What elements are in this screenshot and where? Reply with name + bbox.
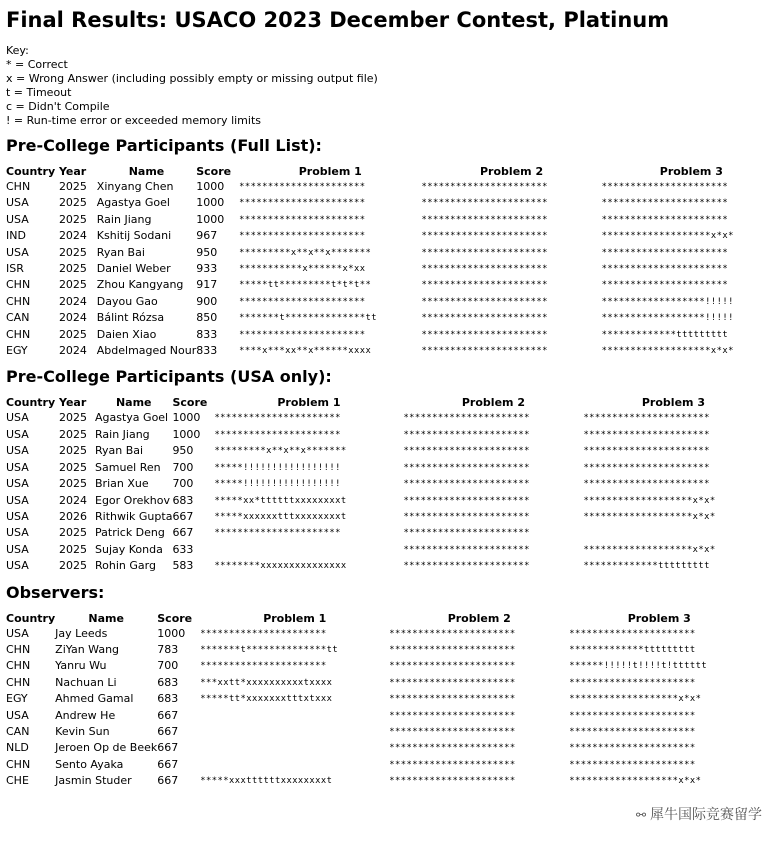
- cell-country: USA: [6, 708, 29, 722]
- cell-name: Rohin Garg: [95, 559, 156, 573]
- column-header-score: Score: [196, 165, 232, 178]
- problem-result-cell: *********x**x**x*******: [239, 247, 372, 258]
- problem-result-cell: ***xxtt*xxxxxxxxxxtxxxx: [200, 677, 333, 688]
- problem-result-cell: **********************: [239, 329, 366, 340]
- cell-country: CHN: [6, 642, 31, 656]
- problem-result-cell: [200, 724, 389, 740]
- problem-result-cell: **********************: [403, 479, 530, 490]
- table-row: [6, 245, 781, 261]
- table-header-row: [6, 395, 763, 410]
- key-line: t = Timeout: [6, 86, 72, 99]
- results-table-full-list: [6, 164, 781, 359]
- cell-country: ISR: [6, 262, 24, 276]
- watermark-text: 犀牛国际竞赛留学: [650, 807, 762, 823]
- problem-result-cell: **********************: [389, 677, 516, 688]
- cell-name: Ryan Bai: [95, 444, 144, 458]
- problem-result-cell: *************ttttttttt: [583, 561, 710, 572]
- column-header-problem-3: Problem 3: [659, 165, 723, 178]
- problem-result-cell: **********************: [389, 743, 516, 754]
- problem-result-cell: **********************: [403, 413, 530, 424]
- problem-result-cell: **********************: [403, 528, 530, 539]
- column-header-year: Year: [58, 165, 87, 178]
- problem-result-cell: **********************: [583, 446, 710, 457]
- cell-year: 2025: [58, 180, 87, 193]
- problem-result-cell: **********************: [601, 214, 729, 225]
- table-row: [6, 558, 763, 574]
- problem-result-cell: *****xx*ttttttxxxxxxxxt: [214, 495, 347, 506]
- cell-year: 2024: [58, 344, 87, 358]
- cell-country: EGY: [6, 344, 28, 358]
- problem-result-cell: **********************: [421, 346, 548, 357]
- cell-name: Rithwik Gupta: [95, 509, 173, 523]
- cell-name: Sujay Konda: [95, 542, 163, 556]
- cell-score: 783: [157, 642, 179, 656]
- results-table-observers: [6, 611, 749, 790]
- cell-year: 2026: [59, 509, 87, 523]
- cell-name: Daien Xiao: [96, 327, 157, 341]
- table-row: [6, 509, 763, 525]
- cell-country: EGY: [6, 692, 28, 706]
- cell-score: 833: [196, 344, 218, 358]
- column-header-country: Country: [6, 611, 56, 625]
- cell-country: USA: [6, 509, 29, 523]
- problem-result-cell: ******************!!!!!: [601, 313, 734, 324]
- column-header-problem-1: Problem 1: [298, 165, 362, 178]
- cell-score: 1000: [157, 626, 186, 640]
- problem-result-cell: **********************: [403, 495, 530, 506]
- problem-result-cell: **********************: [583, 479, 710, 490]
- problem-result-cell: **********************: [569, 677, 696, 688]
- problem-result-cell: *******************x*x*: [601, 231, 734, 242]
- cell-name: Kevin Sun: [55, 724, 110, 738]
- table-row: [6, 476, 763, 492]
- cell-year: 2025: [58, 262, 87, 276]
- cell-country: USA: [6, 427, 29, 441]
- problem-result-cell: [200, 708, 389, 724]
- cell-name: Nachuan Li: [55, 675, 117, 689]
- problem-result-cell: **********************: [569, 628, 696, 639]
- problem-result-cell: **********************: [389, 759, 516, 770]
- cell-score: 683: [157, 692, 179, 706]
- table-row: [6, 410, 763, 426]
- column-header-problem-3: Problem 3: [627, 611, 691, 625]
- problem-result-cell: **********************: [200, 628, 327, 639]
- problem-result-cell: **********************: [389, 644, 516, 655]
- cell-score: 667: [157, 708, 179, 722]
- section-heading-usa-only: Pre-College Participants (USA only):: [6, 367, 332, 387]
- problem-result-cell: *******************x*x*: [583, 544, 716, 555]
- cell-score: 667: [172, 509, 194, 523]
- problem-result-cell: **********************: [403, 544, 530, 555]
- key-legend: [6, 44, 781, 128]
- cell-score: 833: [196, 327, 218, 341]
- cell-country: USA: [6, 526, 29, 540]
- key-line: * = Correct: [6, 58, 68, 71]
- wechat-icon: ⚯: [635, 808, 646, 822]
- problem-result-cell: *************ttttttttt: [601, 329, 729, 340]
- page: [6, 0, 781, 790]
- table-row: [6, 493, 763, 509]
- table-row: [6, 642, 749, 658]
- column-header-problem-1: Problem 1: [263, 611, 327, 625]
- results-table-usa-only: [6, 395, 763, 574]
- cell-country: CAN: [6, 724, 30, 738]
- cell-name: Jasmin Studer: [55, 774, 132, 788]
- table-row: [6, 542, 763, 558]
- column-header-problem-1: Problem 1: [277, 396, 341, 410]
- cell-score: 950: [172, 444, 194, 458]
- problem-result-cell: ****x***xx**x******xxxx: [239, 346, 372, 357]
- column-header-problem-3: Problem 3: [641, 396, 705, 410]
- cell-country: USA: [6, 493, 29, 507]
- column-header-name: Name: [128, 165, 165, 178]
- cell-country: USA: [6, 212, 29, 226]
- cell-year: 2025: [59, 411, 87, 425]
- cell-score: 667: [157, 741, 179, 755]
- problem-result-cell: **********************: [583, 462, 710, 473]
- cell-score: 700: [172, 477, 194, 491]
- column-header-score: Score: [157, 611, 193, 625]
- cell-year: 2025: [59, 559, 87, 573]
- table-row: [6, 773, 749, 789]
- problem-result-cell: ********xxxxxxxxxxxxxxx: [214, 561, 347, 572]
- cell-country: USA: [6, 444, 29, 458]
- cell-country: CHN: [6, 327, 31, 341]
- cell-year: 2025: [58, 245, 87, 259]
- problem-result-cell: **********************: [569, 710, 696, 721]
- table-row: [6, 327, 781, 343]
- cell-country: IND: [6, 229, 26, 243]
- cell-country: CHN: [6, 278, 31, 292]
- problem-result-cell: **********************: [421, 264, 548, 275]
- cell-score: 683: [172, 493, 194, 507]
- cell-name: Samuel Ren: [95, 460, 161, 474]
- cell-name: Xinyang Chen: [96, 180, 174, 193]
- section-heading-observers: Observers:: [6, 582, 105, 602]
- problem-result-cell: *******************x*x*: [569, 776, 702, 787]
- cell-country: CHN: [6, 659, 31, 673]
- problem-result-cell: **********************: [214, 413, 341, 424]
- cell-score: 583: [172, 559, 194, 573]
- cell-name: Ryan Bai: [96, 245, 145, 259]
- table-row: [6, 691, 749, 707]
- cell-score: 1000: [196, 212, 225, 226]
- cell-country: CHN: [6, 294, 31, 308]
- cell-country: USA: [6, 626, 29, 640]
- table-row: [6, 343, 781, 359]
- problem-result-cell: *******************x*x*: [583, 495, 716, 506]
- table-row: [6, 310, 781, 326]
- problem-result-cell: **********************: [421, 231, 548, 242]
- cell-score: 667: [157, 774, 179, 788]
- column-header-score: Score: [172, 396, 208, 410]
- problem-result-cell: **********************: [389, 694, 516, 705]
- problem-result-cell: **********************: [389, 628, 516, 639]
- column-header-year: Year: [59, 396, 87, 410]
- problem-result-cell: **********************: [214, 429, 341, 440]
- cell-year: 2025: [58, 196, 87, 210]
- problem-result-cell: **********************: [601, 182, 729, 192]
- problem-result-cell: **********************: [421, 247, 548, 258]
- problem-result-cell: **********************: [403, 446, 530, 457]
- cell-year: 2025: [59, 542, 87, 556]
- section-heading-full-list: Pre-College Participants (Full List):: [6, 136, 322, 155]
- cell-year: 2025: [59, 444, 87, 458]
- problem-result-cell: *****tt*xxxxxxxtttxtxxx: [200, 694, 333, 705]
- cell-name: Andrew He: [55, 708, 116, 722]
- problem-result-cell: *******t**************tt: [200, 644, 339, 655]
- problem-result-cell: **********************: [583, 413, 710, 424]
- cell-score: 667: [157, 757, 179, 771]
- problem-result-cell: [200, 757, 389, 773]
- cell-score: 1000: [196, 196, 225, 210]
- cell-year: 2024: [58, 294, 87, 308]
- problem-result-cell: **********************: [601, 247, 729, 258]
- key-line: c = Didn't Compile: [6, 100, 110, 113]
- table-row: [6, 626, 749, 642]
- problem-result-cell: ******!!!!!t!!!!t!tttttt: [569, 661, 708, 672]
- cell-score: 667: [172, 526, 194, 540]
- column-header-country: Country: [6, 165, 56, 178]
- cell-year: 2025: [58, 278, 87, 292]
- table-row: [6, 658, 749, 674]
- column-header-problem-2: Problem 2: [447, 611, 511, 625]
- key-line: x = Wrong Answer (including possibly empty or missing output file): [6, 72, 378, 85]
- cell-score: 667: [157, 724, 179, 738]
- problem-result-cell: **********************: [239, 231, 366, 242]
- cell-country: USA: [6, 196, 29, 210]
- column-header-country: Country: [6, 396, 56, 410]
- problem-result-cell: **********************: [214, 528, 341, 539]
- table-row: [6, 195, 781, 211]
- problem-result-cell: **********************: [601, 264, 729, 275]
- problem-result-cell: **********************: [421, 214, 548, 225]
- cell-score: 933: [196, 262, 218, 276]
- problem-result-cell: **********************: [421, 198, 548, 209]
- column-header-name: Name: [88, 611, 124, 625]
- problem-result-cell: [583, 525, 763, 541]
- table-row: [6, 427, 763, 443]
- cell-country: USA: [6, 411, 29, 425]
- problem-result-cell: **********************: [200, 661, 327, 672]
- problem-result-cell: **********************: [601, 198, 729, 209]
- table-row: [6, 708, 749, 724]
- problem-result-cell: **********************: [403, 462, 530, 473]
- cell-name: ZiYan Wang: [55, 642, 120, 656]
- cell-country: CHN: [6, 757, 31, 771]
- column-header-name: Name: [115, 396, 152, 410]
- problem-result-cell: **********************: [389, 661, 516, 672]
- cell-name: Brian Xue: [95, 477, 149, 491]
- problem-result-cell: [200, 740, 389, 756]
- table-row: [6, 460, 763, 476]
- cell-score: 850: [196, 311, 218, 325]
- problem-result-cell: ******************!!!!!: [601, 296, 734, 307]
- problem-result-cell: *******************x*x*: [583, 511, 716, 522]
- problem-result-cell: *****xxxxxxtttxxxxxxxxt: [214, 511, 347, 522]
- problem-result-cell: *******************x*x*: [601, 346, 734, 357]
- cell-name: Agastya Goel: [96, 196, 170, 210]
- cell-country: USA: [6, 245, 29, 259]
- cell-name: Yanru Wu: [55, 659, 107, 673]
- problem-result-cell: **********************: [239, 182, 366, 192]
- problem-result-cell: *****!!!!!!!!!!!!!!!!!: [214, 462, 341, 473]
- cell-score: 683: [157, 675, 179, 689]
- cell-year: 2024: [58, 229, 87, 243]
- watermark: [636, 804, 762, 824]
- cell-name: Daniel Weber: [96, 262, 171, 276]
- problem-result-cell: **********************: [421, 313, 548, 324]
- problem-result-cell: **********************: [583, 429, 710, 440]
- cell-name: Kshitij Sodani: [96, 229, 172, 243]
- cell-name: Jay Leeds: [55, 626, 108, 640]
- column-header-problem-2: Problem 2: [461, 396, 525, 410]
- table-row: [6, 294, 781, 310]
- cell-score: 633: [172, 542, 194, 556]
- table-row: [6, 740, 749, 756]
- problem-result-cell: *****xxxttttttxxxxxxxxt: [200, 776, 333, 787]
- cell-score: 917: [196, 278, 218, 292]
- table-row: [6, 228, 781, 244]
- page-title: Final Results: USACO 2023 December Contest, Platinum: [6, 8, 670, 32]
- cell-score: 700: [172, 460, 194, 474]
- cell-country: USA: [6, 460, 29, 474]
- cell-country: USA: [6, 542, 29, 556]
- cell-score: 967: [196, 229, 218, 243]
- problem-result-cell: *******************x*x*: [569, 694, 702, 705]
- cell-score: 1000: [172, 411, 201, 425]
- problem-result-cell: **********************: [601, 280, 729, 291]
- problem-result-cell: **********************: [569, 743, 696, 754]
- problem-result-cell: [214, 542, 403, 558]
- problem-result-cell: **********************: [421, 182, 548, 192]
- cell-name: Agastya Goel: [95, 411, 169, 425]
- problem-result-cell: **********************: [239, 296, 366, 307]
- table-row: [6, 525, 763, 541]
- cell-name: Jeroen Op de Beek: [55, 741, 158, 755]
- cell-name: Ahmed Gamal: [55, 692, 134, 706]
- cell-score: 1000: [196, 180, 225, 193]
- problem-result-cell: **********************: [421, 296, 548, 307]
- cell-name: Zhou Kangyang: [96, 278, 184, 292]
- table-header-row: [6, 164, 781, 179]
- cell-name: Abdelmaged Nour: [96, 344, 197, 358]
- table-row: [6, 724, 749, 740]
- cell-year: 2024: [58, 311, 87, 325]
- cell-year: 2025: [58, 212, 87, 226]
- problem-result-cell: **********************: [403, 429, 530, 440]
- table-row: [6, 261, 781, 277]
- problem-result-cell: ***********x******x*xx: [239, 264, 366, 275]
- cell-country: USA: [6, 477, 29, 491]
- key-heading: Key:: [6, 44, 29, 57]
- cell-score: 900: [196, 294, 218, 308]
- cell-country: NLD: [6, 741, 29, 755]
- problem-result-cell: **********************: [403, 511, 530, 522]
- problem-result-cell: **********************: [569, 759, 696, 770]
- table-row: [6, 179, 781, 195]
- cell-year: 2025: [58, 327, 87, 341]
- column-header-problem-2: Problem 2: [480, 165, 544, 178]
- cell-year: 2025: [59, 427, 87, 441]
- table-header-row: [6, 611, 749, 626]
- problem-result-cell: *****tt*********t*t*t**: [239, 280, 372, 291]
- problem-result-cell: *****!!!!!!!!!!!!!!!!!: [214, 479, 341, 490]
- cell-country: CAN: [6, 311, 30, 325]
- table-row: [6, 212, 781, 228]
- table-row: [6, 277, 781, 293]
- problem-result-cell: **********************: [389, 726, 516, 737]
- cell-score: 700: [157, 659, 179, 673]
- problem-result-cell: **********************: [569, 726, 696, 737]
- problem-result-cell: **********************: [389, 710, 516, 721]
- cell-year: 2024: [59, 493, 87, 507]
- cell-country: CHN: [6, 675, 31, 689]
- table-row: [6, 757, 749, 773]
- cell-name: Rain Jiang: [95, 427, 150, 441]
- cell-score: 1000: [172, 427, 201, 441]
- problem-result-cell: *********x**x**x*******: [214, 446, 347, 457]
- cell-year: 2025: [59, 477, 87, 491]
- problem-result-cell: **********************: [421, 329, 548, 340]
- problem-result-cell: *******t**************tt: [239, 313, 378, 324]
- table-row: [6, 443, 763, 459]
- cell-name: Bálint Rózsa: [96, 311, 165, 325]
- cell-country: USA: [6, 559, 29, 573]
- cell-name: Sento Ayaka: [55, 757, 124, 771]
- problem-result-cell: *************ttttttttt: [569, 644, 696, 655]
- cell-name: Egor Orekhov: [95, 493, 170, 507]
- cell-name: Patrick Deng: [95, 526, 165, 540]
- key-line: ! = Run-time error or exceeded memory limits: [6, 114, 261, 127]
- problem-result-cell: **********************: [239, 198, 366, 209]
- table-row: [6, 675, 749, 691]
- cell-name: Dayou Gao: [96, 294, 158, 308]
- cell-year: 2025: [59, 526, 87, 540]
- cell-year: 2025: [59, 460, 87, 474]
- problem-result-cell: **********************: [389, 776, 516, 787]
- cell-country: CHN: [6, 180, 31, 193]
- cell-name: Rain Jiang: [96, 212, 152, 226]
- problem-result-cell: **********************: [421, 280, 548, 291]
- cell-country: CHE: [6, 774, 29, 788]
- problem-result-cell: **********************: [403, 561, 530, 572]
- cell-score: 950: [196, 245, 218, 259]
- problem-result-cell: **********************: [239, 214, 366, 225]
